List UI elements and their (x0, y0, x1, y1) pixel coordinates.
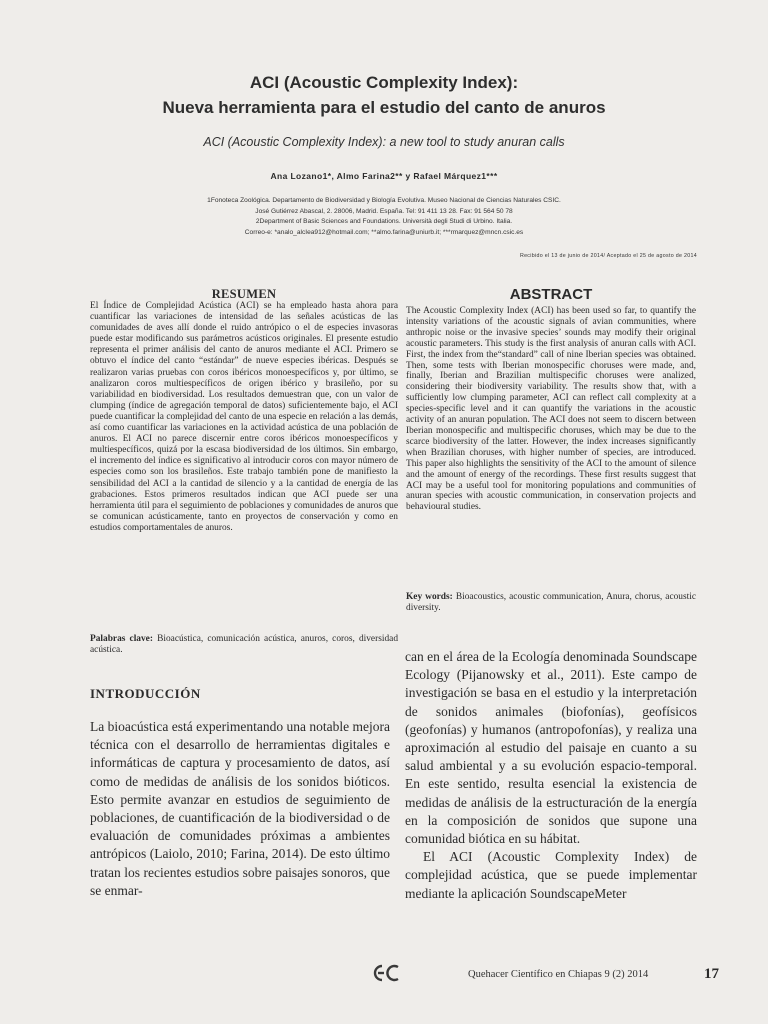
affiliation-line-4: Correo-e: *analo_alcIea912@hotmail.com; **almo.farina@uniurb.it; ***rmarquez@mncn.csic.es (244, 228, 524, 236)
abstract-text: The Acoustic Complexity Index (ACI) has been used so far, to quantify the intensity variations of the acoustic signals of avian communities, where anthropic noise or the invasive species’ sounds may modify their original acoustic parameters. This study is the first analysis of anuran calls with ACI. First, the index from the“standard” call of nine Iberian species was obtained. Then, some tests with Iberian monospecific choruses were made, and, finally, Iberian and Brazilian multispecific choruses were analized, considering their biodiversity variability. The results show that, with a sufficiently low clumping parameter, ACI can reflect call complexity at a species-specific level and it can quantify the variations in the acoustic activity of an anuran population. The ACI does not seem to discern between Iberian monospecific and multispecific choruses, which may be due to the scarce biodiversity of the latter. However, the index increases significantly when Brazilian choruses, with higher number of species, are introduced. This paper also highlights the sensitivity of the ACI to the amount of silence and the amount of energy of the recordings. These first results suggest that ACI may be a useful tool for monitoring populations and communities of anuran species with acoustic communication, in conservation projects and behavioural studies. (406, 306, 696, 513)
affiliation-line-1: 1Fonoteca Zoológica. Departamento de Biodiversidad y Biología Evolutiva. Museo Nacional de Ciencias Naturales CSIC. (207, 197, 561, 204)
body-paragraph-1: can en el área de la Ecología denominada Soundscape Ecology (Pijanowsky et al., 2011). Este campo de investigación se basa en el estudio y la interpretación de sonidos animales (biofonías), geofísicos (geofonías) y humanos (antropofonías), y realiza una aproximación al estudio del paisaje en cuanto a su salud ambiental y a su evolución espacio-temporal. En este sentido, resulta esencial la existencia de medidas de análisis de la estructuración de la energía en la composición de sonidos que supone una comunidad biótica en su hábitat. (405, 649, 697, 847)
page-number: 17 (704, 966, 719, 982)
keywords-label: Palabras clave: (90, 634, 153, 644)
english-subtitle: ACI (Acoustic Complexity Index): a new tool to study anuran calls (203, 135, 565, 149)
footer-journal: Quehacer Científico en Chiapas 9 (2) 2014 (468, 969, 649, 980)
journal-logo-icon (368, 962, 402, 984)
palabras-clave (90, 634, 398, 656)
introduccion-heading: INTRODUCCIÓN (90, 686, 201, 701)
affiliations (0, 196, 768, 238)
affiliation-line-3: 2Department of Basic Sciences and Foundations. Università degli Studi di Urbino. Italia. (255, 218, 513, 226)
introduccion-text: La bioacústica está experimentando una notable mejora técnica con el desarrollo de herramientas digitales e informáticas de captura y procesamiento de datos, así como de medidas de análisis de los sonidos bióticos. Esto permite avanzar en estudios de seguimiento de poblaciones, de cuantificación de la biodiversidad o de evaluación de comunidades próximas a ambientes antrópicos (Laiolo, 2010; Farina, 2014). De esto último tratan los recientes estudios sobre paisajes sonoros, que se enmar- (90, 719, 390, 898)
affiliation-line-2: José Gutiérrez Abascal, 2. 28006, Madrid. España. Tel: 91 411 13 28. Fax: 91 564 50 78 (255, 207, 513, 215)
received-dates: Recibido el 13 de junio de 2014/ Aceptado el 25 de agosto de 2014 (519, 253, 697, 259)
right-column-body (405, 648, 697, 903)
keywords-label-en: Key words: (406, 592, 453, 602)
article-title (0, 70, 768, 120)
body-paragraph-2: El ACI (Acoustic Complexity Index) de complejidad acústica, que se puede implementar mediante la aplicación SoundscapeMeter (405, 849, 697, 901)
key-words (406, 592, 696, 614)
title-line-2: Nueva herramienta para el estudio del canto de anuros (162, 98, 606, 117)
abstract-heading: ABSTRACT (509, 286, 593, 303)
authors: Ana Lozano1*, Almo Farina2** y Rafael Márquez1*** (270, 171, 498, 181)
title-line-1: ACI (Acoustic Complexity Index): (249, 73, 519, 92)
resumen-heading: RESUMEN (211, 287, 277, 301)
keywords-es: Bioacústica, comunicación acústica, anuros, coros, diversidad acústica. (90, 634, 399, 656)
resumen-text: El Índice de Complejidad Acústica (ACI) se ha empleado hasta ahora para cuantificar las variaciones de intensidad de las señales acústicas de las comunidades de aves allí donde el ruido antrópico o el de especies invasoras puede estar modificando sus parámetros acústicos originales. El presente estudio representa el primer análisis del canto de anuros mediante el ACI. Primero se obtuvo el índice del canto “estándar” de nueve especies ibéricas. Después se realizaron varias pruebas con coros ibéricos monoespecíficos y, por último, se analizaron coros multiespecíficos de origen ibérico y brasileño, por su variabilidad en biodiversidad. Los resultados demuestran que, con un valor de clumping (índice de agregación temporal de datos) suficientemente bajo, el ACI puede cuantificar la complejidad del canto de una especie en relación a las demás, así como cuantificar las variaciones en la actividad acústica de una población de anuros. El ACI no parece discernir entre coros ibéricos monoespecíficos y multiespecíficos, quizá por la escasa biodiversidad de los últimos. Sin embargo, el incremento del índice es significativo al introducir coros con mayor número de especies como son los brasileños. Este trabajo también pone de manifiesto la sensibilidad del ACI a la cantidad de silencio y a la cantidad de energía de las grabaciones. Estos primeros resultados indican que ACI puede ser una herramienta útil para el seguimiento de poblaciones y comunidades de anuros que se comunican acústicamente, tanto en proyectos de conservación y como en estudios comportamentales de anuros. (90, 301, 398, 533)
keywords-en: Bioacoustics, acoustic communication, Anura, chorus, acoustic diversity. (406, 592, 696, 613)
